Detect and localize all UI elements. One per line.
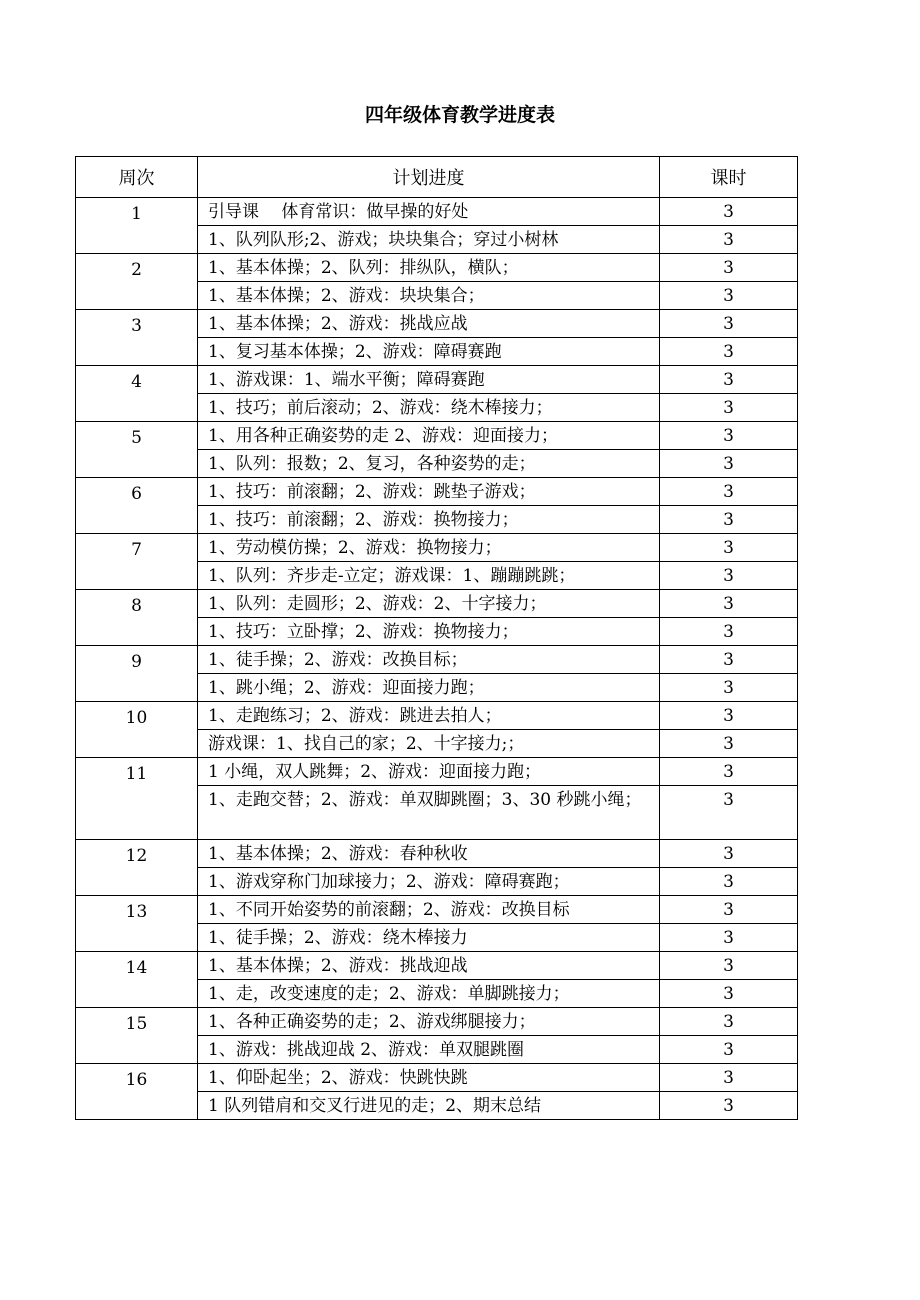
week-number-cell: 6 — [76, 478, 198, 534]
plan-cell: 1、基本体操；2、游戏：块块集合； — [198, 282, 660, 310]
plan-cell: 1、劳动模仿操；2、游戏：换物接力； — [198, 534, 660, 562]
plan-cell: 1、用各种正确姿势的走 2、游戏：迎面接力； — [198, 422, 660, 450]
plan-cell: 1、队列：走圆形；2、游戏：2、十字接力； — [198, 590, 660, 618]
hours-cell: 3 — [660, 980, 798, 1008]
plan-cell: 1、技巧：前滚翻；2、游戏：跳垫子游戏； — [198, 478, 660, 506]
plan-cell: 1、技巧：立卧撑；2、游戏：换物接力； — [198, 618, 660, 646]
hours-cell: 3 — [660, 1036, 798, 1064]
hours-cell: 3 — [660, 1008, 798, 1036]
hours-cell: 3 — [660, 450, 798, 478]
plan-cell: 1、技巧：前滚翻；2、游戏：换物接力； — [198, 506, 660, 534]
table-row — [76, 590, 798, 618]
schedule-body — [76, 198, 798, 1120]
hours-cell: 3 — [660, 478, 798, 506]
header-plan: 计划进度 — [198, 157, 660, 198]
hours-cell: 3 — [660, 366, 798, 394]
hours-cell: 3 — [660, 422, 798, 450]
plan-cell: 1、队列：报数；2、复习，各种姿势的走； — [198, 450, 660, 478]
hours-cell: 3 — [660, 896, 798, 924]
week-number-cell: 9 — [76, 646, 198, 702]
week-number-cell: 3 — [76, 310, 198, 366]
plan-cell: 1、走，改变速度的走；2、游戏：单脚跳接力； — [198, 980, 660, 1008]
week-number-cell: 5 — [76, 422, 198, 478]
hours-cell: 3 — [660, 758, 798, 786]
plan-cell: 1、游戏：挑战迎战 2、游戏：单双腿跳圈 — [198, 1036, 660, 1064]
plan-cell: 1、技巧；前后滚动；2、游戏：绕木棒接力； — [198, 394, 660, 422]
table-row — [76, 646, 798, 674]
table-row — [76, 702, 798, 730]
week-number-cell: 2 — [76, 254, 198, 310]
hours-cell: 3 — [660, 254, 798, 282]
plan-cell: 1、基本体操；2、队列：排纵队，横队； — [198, 254, 660, 282]
plan-cell: 1、走跑练习；2、游戏：跳进去拍人； — [198, 702, 660, 730]
plan-cell: 1、复习基本体操；2、游戏：障碍赛跑 — [198, 338, 660, 366]
table-row — [76, 840, 798, 868]
hours-cell: 3 — [660, 226, 798, 254]
plan-cell: 1、队列：齐步走-立定；游戏课：1、蹦蹦跳跳； — [198, 562, 660, 590]
hours-cell: 3 — [660, 868, 798, 896]
hours-cell: 3 — [660, 282, 798, 310]
hours-cell: 3 — [660, 674, 798, 702]
week-number-cell: 15 — [76, 1008, 198, 1064]
plan-cell: 1、徒手操；2、游戏：绕木棒接力 — [198, 924, 660, 952]
plan-cell: 1、基本体操；2、游戏：挑战迎战 — [198, 952, 660, 980]
header-hours: 课时 — [660, 157, 798, 198]
plan-cell: 1、跳小绳；2、游戏：迎面接力跑； — [198, 674, 660, 702]
week-number-cell: 16 — [76, 1064, 198, 1120]
table-row — [76, 198, 798, 226]
plan-cell: 引导课 体育常识：做早操的好处 — [198, 198, 660, 226]
page-title: 四年级体育教学进度表 — [364, 104, 555, 126]
week-number-cell: 10 — [76, 702, 198, 758]
plan-cell: 1、基本体操；2、游戏：挑战应战 — [198, 310, 660, 338]
hours-cell: 3 — [660, 338, 798, 366]
schedule-table — [75, 156, 798, 1120]
hours-cell: 3 — [660, 646, 798, 674]
plan-cell: 1、走跑交替；2、游戏：单双脚跳圈；3、30 秒跳小绳； — [198, 786, 660, 840]
hours-cell: 3 — [660, 590, 798, 618]
hours-cell: 3 — [660, 198, 798, 226]
table-header-row — [76, 157, 798, 198]
hours-cell: 3 — [660, 730, 798, 758]
plan-cell: 1、徒手操；2、游戏：改换目标； — [198, 646, 660, 674]
hours-cell: 3 — [660, 924, 798, 952]
week-number-cell: 11 — [76, 758, 198, 840]
table-row — [76, 1008, 798, 1036]
plan-cell: 1 小绳，双人跳舞；2、游戏：迎面接力跑； — [198, 758, 660, 786]
week-number-cell: 7 — [76, 534, 198, 590]
hours-cell: 3 — [660, 562, 798, 590]
plan-cell: 1、基本体操；2、游戏：春种秋收 — [198, 840, 660, 868]
plan-cell: 1、各种正确姿势的走；2、游戏绑腿接力； — [198, 1008, 660, 1036]
table-row — [76, 896, 798, 924]
plan-cell: 1、游戏课：1、端水平衡；障碍赛跑 — [198, 366, 660, 394]
plan-cell: 1、不同开始姿势的前滚翻；2、游戏：改换目标 — [198, 896, 660, 924]
header-week: 周次 — [76, 157, 198, 198]
table-row — [76, 366, 798, 394]
hours-cell: 3 — [660, 840, 798, 868]
table-row — [76, 758, 798, 786]
hours-cell: 3 — [660, 1092, 798, 1120]
table-row — [76, 952, 798, 980]
table-row — [76, 478, 798, 506]
table-row — [76, 310, 798, 338]
week-number-cell: 14 — [76, 952, 198, 1008]
table-row — [76, 422, 798, 450]
hours-cell: 3 — [660, 1064, 798, 1092]
week-number-cell: 8 — [76, 590, 198, 646]
hours-cell: 3 — [660, 702, 798, 730]
hours-cell: 3 — [660, 394, 798, 422]
plan-cell: 1、游戏穿称门加球接力；2、游戏：障碍赛跑； — [198, 868, 660, 896]
week-number-cell: 12 — [76, 840, 198, 896]
week-number-cell: 1 — [76, 198, 198, 254]
plan-cell: 游戏课：1、找自己的家；2、十字接力;； — [198, 730, 660, 758]
hours-cell: 3 — [660, 618, 798, 646]
plan-cell: 1 队列错肩和交叉行进见的走；2、期末总结 — [198, 1092, 660, 1120]
plan-cell: 1、队列队形;2、游戏；块块集合；穿过小树林 — [198, 226, 660, 254]
table-row — [76, 1064, 798, 1092]
week-number-cell: 13 — [76, 896, 198, 952]
hours-cell: 3 — [660, 952, 798, 980]
plan-cell: 1、仰卧起坐；2、游戏：快跳快跳 — [198, 1064, 660, 1092]
hours-cell: 3 — [660, 310, 798, 338]
table-row — [76, 254, 798, 282]
hours-cell: 3 — [660, 506, 798, 534]
hours-cell: 3 — [660, 786, 798, 840]
table-row — [76, 534, 798, 562]
week-number-cell: 4 — [76, 366, 198, 422]
hours-cell: 3 — [660, 534, 798, 562]
